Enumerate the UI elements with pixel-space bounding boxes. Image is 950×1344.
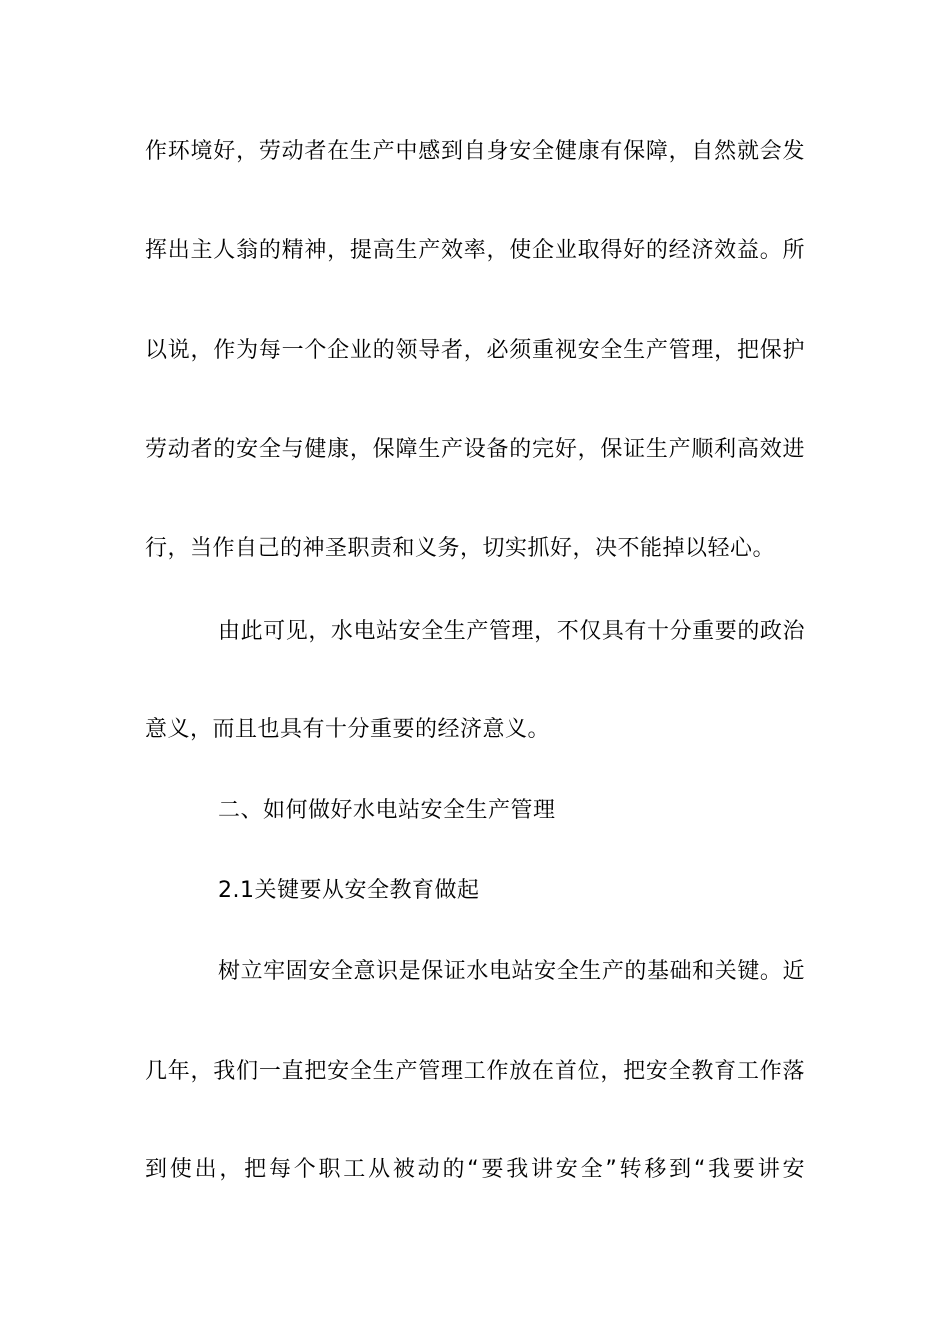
paragraph-line: 行，当作自己的神圣职责和义务，切实抓好，决不能掉以轻心。: [145, 536, 776, 561]
paragraph-line: 挥出主人翁的精神，提高生产效率，使企业取得好的经济效益。所: [145, 238, 805, 263]
paragraph-line: 劳动者的安全与健康，保障生产设备的完好，保证生产顺利高效进: [145, 437, 805, 462]
paragraph-line: 意义，而且也具有十分重要的经济意义。: [145, 717, 551, 742]
paragraph-line: 由此可见，水电站安全生产管理，不仅具有十分重要的政治: [218, 619, 805, 644]
paragraph-line: 以说，作为每一个企业的领导者，必须重视安全生产管理，把保护: [145, 338, 805, 363]
paragraph-line: 几年，我们一直把安全生产管理工作放在首位，把安全教育工作落: [145, 1059, 805, 1084]
subsection-heading: 2.1关键要从安全教育做起: [218, 878, 480, 903]
paragraph-line: 作环境好，劳动者在生产中感到自身安全健康有保障，自然就会发: [145, 139, 805, 164]
paragraph-line: 到使出，把每个职工从被动的“要我讲安全”转移到“我要讲安: [145, 1157, 805, 1182]
paragraph-line: 树立牢固安全意识是保证水电站安全生产的基础和关键。近: [218, 959, 805, 984]
section-heading: 二、如何做好水电站安全生产管理: [218, 798, 556, 823]
